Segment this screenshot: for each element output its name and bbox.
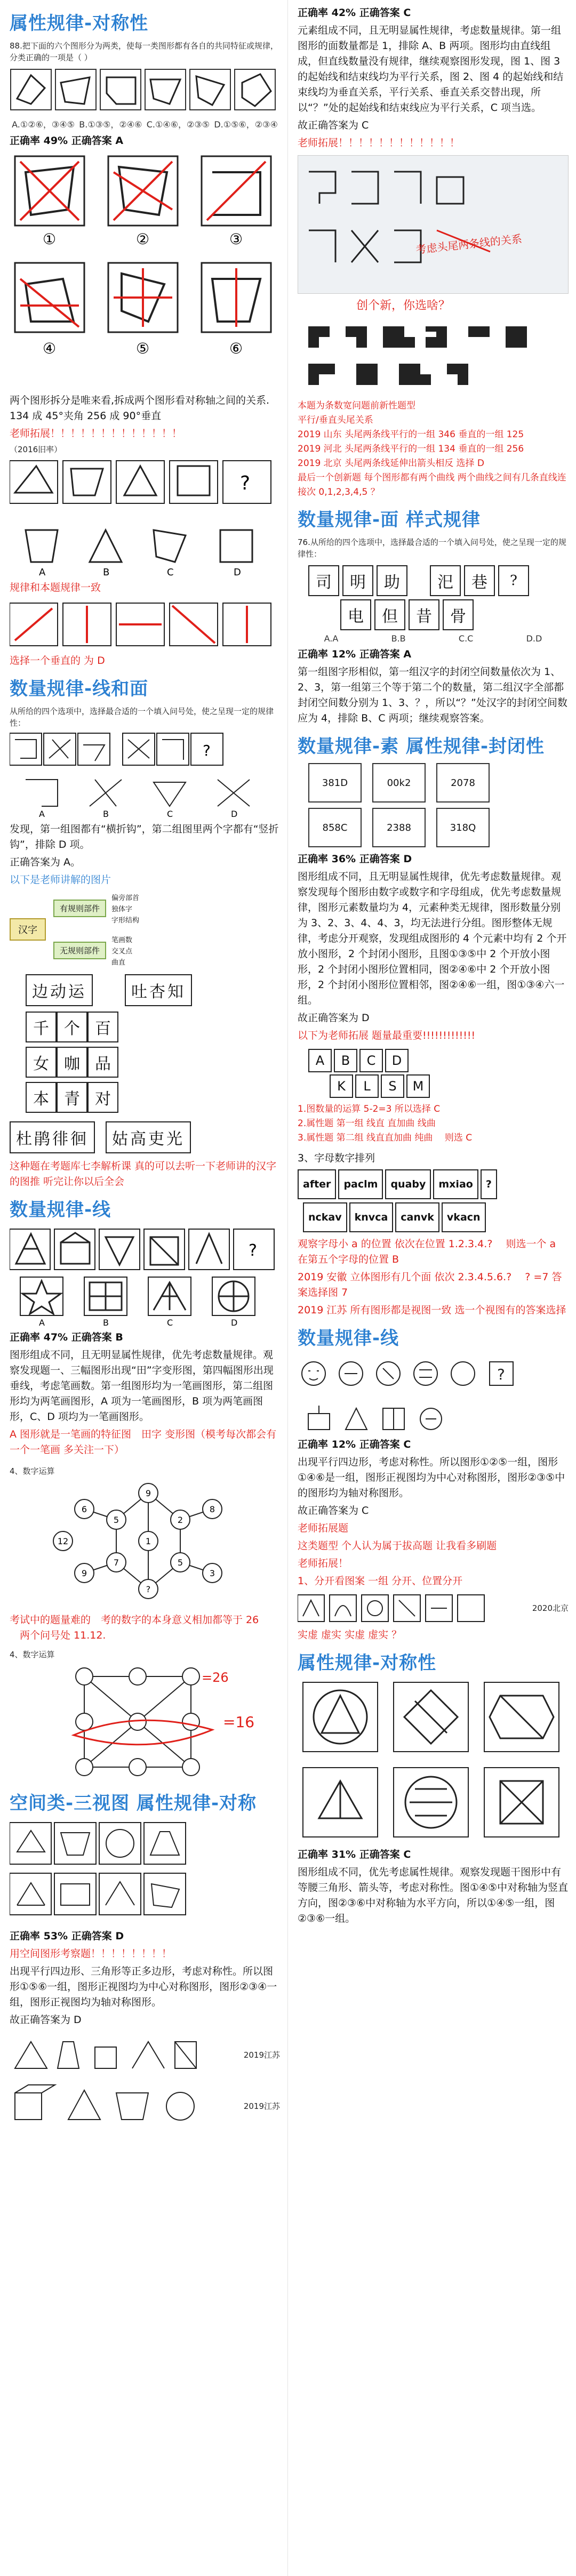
question-1-intro: 88.把下面的六个图形分为两类，使每一类图形都有各自的共同特征或规律，分类正确的一项是（ ）: [10, 41, 278, 62]
r9-label: 实虚 虚实 实虚 虚实 ？: [298, 1629, 402, 1641]
svg-text:5: 5: [177, 1558, 183, 1568]
svg-text:B: B: [103, 1318, 109, 1328]
svg-text:3: 3: [209, 1568, 215, 1578]
r2-shapes: [298, 156, 565, 294]
question-8-analysis: 出现平行四边形、三角形等正多边形，考虑对称性。所以图形①⑤⑥一组，图形正视图均为中心对称图形，图形②③④一组，图形正视图均为轴对称图形。: [10, 1965, 277, 2008]
section-title-lines: 数量规律-线: [10, 1199, 111, 1221]
word-box: 边动运: [26, 974, 93, 1006]
r8-final: 故正确答案为 C: [298, 1505, 369, 1516]
svg-text:C: C: [167, 567, 174, 578]
r7-note: 观察字母小 a 的位置 依次在位置 1.2.3.4.? 则选一个 a 在第五个字母的位置 B: [298, 1238, 556, 1265]
question-5-tip: A 图形就是一笔画的特征图 田字 变形图（模考每次都会有一个一笔画 多关注一下）: [10, 1429, 277, 1456]
question-3-intro: 从所给的四个选项中，选择最合适的一个填入问号处，使之呈现一定的规律性：: [10, 707, 274, 728]
r8-year: 2020北京: [532, 1603, 569, 1613]
question-8-teacher: 用空间图形考察题！！！！！！！！: [10, 1948, 172, 1960]
r8-teacher-2: 老师拓展！: [298, 1558, 349, 1569]
question-3-analysis: 发现，第一组图都有“横折钩”，第二组图里两个字都有“竖折钩”，排除 D 项。: [10, 823, 279, 850]
char-grid: 千 个 百 女 咖 品 本 青 对: [26, 1012, 280, 1113]
r8-more: 这类题型 个人认为属于拔高题 让我看多刷题: [298, 1540, 497, 1552]
r1-final: 故正确答案为 C: [298, 119, 369, 131]
svg-text:D: D: [231, 809, 238, 819]
r8-mini-figures: [298, 1592, 569, 1624]
question-6-circle-diagram: [10, 1477, 279, 1610]
question-1-answer: 正确率 49% 正确答案 A: [10, 135, 124, 147]
r7-teacher: 2019 安徽 立体图形有几个面 依次 2.3.4.5.6.? ? =7 答案选择图 7: [298, 1271, 562, 1298]
fig-label-4: ④: [43, 340, 57, 357]
r2-handwritten-photo: [298, 155, 569, 294]
r1-answer: 正确率 42% 正确答案 C: [298, 7, 411, 19]
mind-map: 汉字 有规则部件 偏旁部首 独体字 字形结构 无规则部件 笔画数 交叉点 曲直: [10, 892, 280, 967]
svg-text:B: B: [103, 809, 109, 819]
svg-text:A: A: [39, 567, 46, 578]
svg-text:8: 8: [209, 1504, 215, 1514]
question-2-figures: [10, 455, 279, 519]
question-2-note: 规律和本题规律一致: [10, 582, 101, 593]
question-1-answer-figures: [10, 151, 279, 391]
word-box: 杜鹃徘徊: [10, 1121, 95, 1153]
question-5-answer: 正确率 47% 正确答案 B: [10, 1331, 123, 1343]
r5-answer: 正确率 36% 正确答案 D: [298, 853, 412, 865]
r9-figures: [298, 1680, 567, 1845]
question-1-shapes: [10, 67, 276, 115]
r7-label: 3、字母数字排列: [298, 1152, 375, 1164]
question-8-answer: 正确率 53% 正确答案 D: [10, 1930, 124, 1942]
svg-text:?: ?: [497, 1366, 505, 1383]
r4-answer: 正确率 12% 正确答案 A: [298, 648, 412, 660]
svg-text:2: 2: [177, 1515, 183, 1525]
question-4-note: 这种题在考题库七李解析课 真的可以去听一下老师讲的汉字的图推 听完让你以后全会: [10, 1160, 277, 1187]
r7-note-2: 2019 江苏 所有图形都是视图一致 选一个视图有的答案选择: [298, 1304, 566, 1316]
word-row-2: [10, 1121, 280, 1153]
handwritten-sum-1: =26: [202, 1670, 229, 1685]
question-6-label: 4、数字运算: [10, 1466, 55, 1476]
svg-text:6: 6: [81, 1504, 87, 1514]
r8-teacher: 老师拓展题: [298, 1522, 349, 1534]
r8-split: 1、分开看图案 一组 分开、位置分开: [298, 1575, 463, 1587]
fig-label-5: ⑤: [136, 340, 150, 357]
fig-label-6: ⑥: [229, 340, 243, 357]
r7-word-row-2: nckav knvca canvk vkacn: [303, 1202, 569, 1232]
word-box: 吐杏知: [125, 974, 192, 1006]
r8-mini-shapes: [298, 1592, 490, 1624]
svg-text:C: C: [167, 1318, 173, 1328]
r2-question: 创个新，你选啥？: [356, 299, 451, 312]
word-row-1: [26, 974, 280, 1006]
section-title-three-views: 空间类-三视图 属性规律-对称: [10, 1793, 257, 1814]
svg-text:B: B: [103, 567, 110, 578]
svg-text:D: D: [231, 1318, 238, 1328]
svg-text:9: 9: [145, 1488, 151, 1498]
svg-text:D: D: [234, 567, 241, 578]
question-3-options: [10, 772, 279, 820]
fig-label-3: ③: [229, 230, 243, 248]
question-9-figures: [10, 2031, 223, 2079]
r4-options: A.A B.B C.C D.D: [324, 633, 542, 644]
section-title-closedness: 数量规律-素 属性规律-封闭性: [298, 736, 545, 757]
svg-text:1: 1: [145, 1536, 151, 1546]
question-2-options: [10, 519, 279, 578]
question-3-more: 以下是老师讲解的图片: [10, 874, 111, 886]
r4-analysis: 第一组图字形相似，第一组汉字的封闭空间数量依次为 1、2、3，第一组第三个等于第二个的数量，第二组汉字全部都封闭空间数分别为 1、3、？，所以“？”处汉字的封闭空间数应为 4，排除 B、C 两项；继续观察答案。: [298, 666, 567, 724]
r2-options: [298, 316, 567, 396]
r5-analysis: 图形组成不同，且无明显属性规律，优先考虑数量规律。观察发现每个图形由数字或数字和字母组成，优先考虑数量规律，图形元素数量均为 4，元素种类无规律，图形数量分别为 3、2、3、4、4、3，均无法进行分组。图形整体无规律，考虑分开观察，发现组成图形的 4 个元素中均有 2 个开放小图形，2 个封闭小图形，且图①③⑤中 2 个开放小图形，2 个封闭小图形位置相同，图②④⑥中 2 个开放小图形，2 个封闭小图形位置相邻，图②④⑥一组，图①③④六一组。: [298, 871, 567, 1006]
right-column: [288, 0, 576, 2576]
question-1-teacher-note: 老师拓展！！！！！！！！！！！！！: [10, 428, 182, 439]
svg-text:?: ?: [249, 1241, 257, 1260]
svg-text:?: ?: [146, 1584, 151, 1594]
question-9-block: [10, 2031, 280, 2079]
section-title-symmetry: 属性规律-对称性: [10, 13, 149, 34]
section-title-symmetry-2: 属性规律-对称性: [298, 1652, 437, 1674]
r8-analysis: 出现平行四边形，考虑对称性。所以图形①②⑤一组，图形①④⑥是一组，图形正视图均为中心对称图形，图形②③⑤中的图形均为轴对称图形。: [298, 1456, 565, 1499]
fig-label-2: ②: [136, 230, 150, 248]
word-box: 姑高吏光: [106, 1121, 191, 1153]
question-5-figures: [10, 1226, 279, 1274]
handwritten-sum-2: =16: [223, 1713, 255, 1731]
r5-number-grid: 381D 00k2 2078 858C 2388 318Q: [308, 763, 569, 847]
svg-text:C: C: [167, 809, 173, 819]
r9-answer: 正确率 31% 正确答案 C: [298, 1849, 411, 1860]
question-2-demo: [10, 598, 279, 651]
question-3-answer: 正确答案为 A。: [10, 856, 81, 868]
question-1-options: A.①②⑥，③④⑤ B.①③⑤，②④⑥ C.①④⑥，②③⑤ D.①⑤⑥，②③④: [12, 119, 278, 130]
question-7-label: 4、数字运算: [10, 1650, 55, 1659]
r1-analysis: 元素组成不同，且无明显属性规律，考虑数量规律。第一组图形的面数量都是 1，排除 A、B 两项。图形均由直线组成，但直线数量没有规律，继续观察图形发现，图 1、图 3 的起始线和结束线均为平行关系，图 2、图 4 的起始线和结束线均为垂直关系，平行关系、垂直关系交替出现，所以“？”处的起始线和结束线应为平行关系，C 项当选。: [298, 25, 564, 114]
r1-teacher: 老师拓展！！！！！！！！！！！！: [298, 137, 460, 149]
r6-letter-row-2: K L S M: [330, 1074, 569, 1098]
question-10-block: [10, 2082, 280, 2130]
svg-text:5: 5: [113, 1515, 119, 1525]
fig-label-1: ①: [43, 230, 57, 248]
svg-text:9: 9: [81, 1568, 87, 1578]
r4-words-row-2: 电 但 昔 骨: [340, 599, 569, 630]
question-5-options: [10, 1274, 279, 1328]
r4-words-row-1: 司 明 助 汜 巷 ?: [308, 565, 569, 596]
svg-text:?: ?: [203, 742, 211, 759]
question-8-figures: [10, 1820, 279, 1927]
svg-text:A: A: [39, 809, 45, 819]
svg-text:?: ?: [240, 472, 251, 494]
r6-rules: 1.图数量的运算 5-2=3 所以选择 C 2.属性题 第一组 线直 直加曲 线曲 3.属性题 第二组 线直直加曲 纯曲 则选 C: [298, 1104, 473, 1143]
question-7-diagram: [10, 1660, 279, 1783]
r4-intro: 76.从所给的四个选项中，选择最合适的一个填入问号处，使之呈现一定的规律性：: [298, 537, 566, 559]
question-10-figures: [10, 2082, 223, 2130]
section-title-lines-2: 数量规律-线: [298, 1328, 399, 1349]
mind-map-branch-2: 无规则部件: [53, 942, 106, 959]
r9-analysis: 图形组成不同，优先考虑属性规律。观察发现题干图形中有等腰三角形、箭头等，考虑对称性。图①④⑤中对称轴为竖直方向，图②③⑥中对称轴为水平方向，所以①④⑤一组，图②③⑥一组。: [298, 1866, 569, 1924]
svg-text:A: A: [39, 1318, 45, 1328]
question-5-analysis: 图形组成不同，且无明显属性规律，优先考虑数量规律。观察发现题一、三幅图形出现“田”字变形图，第四幅图形出现垂线，考虑笔画数。第一组图形均为一笔画图形，第二组图形均为两笔画图形，A 项为一笔画图形，B 项为两笔画图形，C、D 项均为一笔画图形。: [10, 1349, 274, 1423]
question-10-year: 2019江苏: [243, 2101, 280, 2111]
question-1-figures: [10, 67, 280, 115]
r6-letter-row-1: A B C D: [308, 1049, 569, 1072]
mind-map-root: 汉字: [10, 918, 46, 941]
question-6-note: 考试中的题量难的 考的数字的本身意义相加都等于 26 两个问号处 11.12.: [10, 1614, 259, 1641]
question-8-final: 故正确答案为 D: [10, 2014, 82, 2026]
r2-handwriting: 考虑头尾两条线的关系: [415, 232, 523, 256]
question-3-figures: [10, 729, 279, 772]
section-title-faces-style: 数量规律-面 样式规律: [298, 509, 481, 531]
r8-answer: 正确率 12% 正确答案 C: [298, 1439, 411, 1450]
question-2-answer: 选择一个垂直的 为 D: [10, 655, 105, 667]
r3-summary: 本题为条数宽问题前新性题型 平行/垂直头尾关系 2019 山东 头尾两条线平行的一组 346 垂直的一组 125 2019 河北 头尾两条线平行的一组 134 垂直的一组 256 2019 北京 头尾两条线延伸出箭头相反 选择 D 最后一个创新题 每个图形都有两个曲线 两个曲线之间有几条直线连接次 0,1,2,3,4,5 ？: [298, 400, 566, 497]
r8-figures: [298, 1355, 567, 1435]
r5-final: 故正确答案为 D: [298, 1012, 370, 1024]
svg-text:12: 12: [57, 1536, 69, 1546]
r5-teacher: 以下为老师拓展 题量最重要!!!!!!!!!!!!!: [298, 1030, 476, 1041]
r7-word-row-1: after paclm quaby mxiao ?: [298, 1169, 569, 1199]
svg-text:7: 7: [113, 1558, 119, 1568]
mind-map-branch-1: 有规则部件: [53, 900, 106, 917]
section-title-lines-faces: 数量规律-线和面: [10, 678, 149, 700]
question-1-note: 两个图形拆分是唯来看,拆成两个图形看对称轴之间的关系. 134 成 45°夹角 256 成 90°垂直: [10, 395, 270, 422]
question-2-year: （2016旧率）: [10, 445, 62, 454]
question-9-year: 2019江苏: [243, 2050, 280, 2060]
